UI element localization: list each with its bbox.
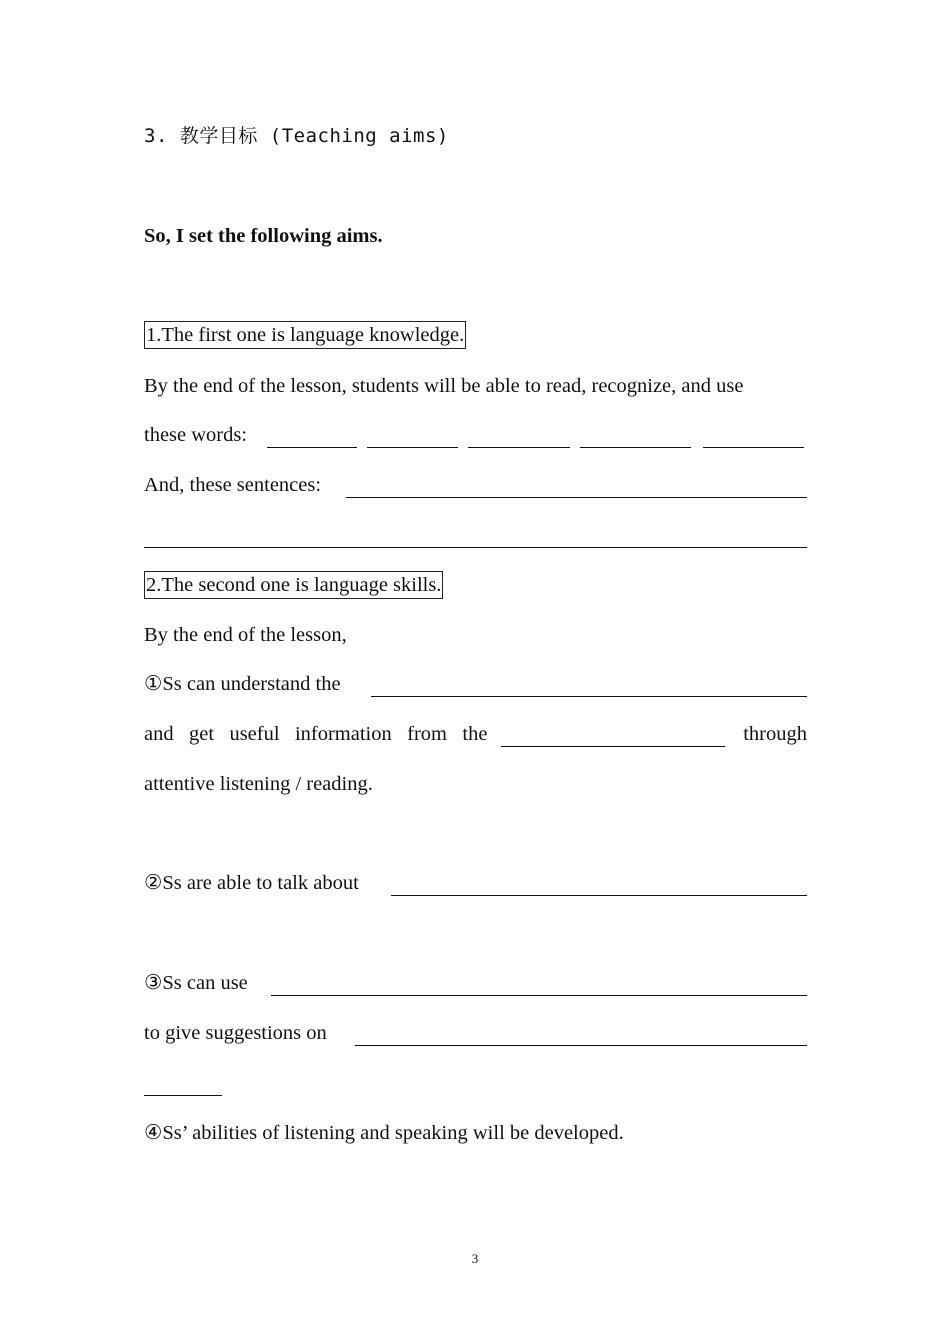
word-blank-1[interactable] (267, 447, 357, 448)
can-use-blank[interactable] (271, 995, 807, 996)
aim2-title: 2.The second one is language skills. (144, 571, 443, 599)
sentence-blank-1[interactable] (346, 497, 807, 498)
sentence-blank-2[interactable] (144, 547, 807, 548)
aim2-item1-a: ①Ss can understand the (144, 673, 341, 695)
aim1-line1: By the end of the lesson, students will be able to read, recognize, and use (144, 375, 744, 397)
section-heading: 3. 教学目标 (Teaching aims) (144, 125, 449, 147)
suggestions-blank-1[interactable] (355, 1045, 807, 1046)
aim2-item3-a: ③Ss can use (144, 972, 248, 994)
word-get: get (189, 723, 215, 745)
aim2-intro: By the end of the lesson, (144, 624, 347, 646)
word-the: the (462, 723, 488, 745)
aim2-item2: ②Ss are able to talk about (144, 872, 359, 894)
aim1-sentences-label: And, these sentences: (144, 474, 322, 496)
word-useful: useful (229, 723, 280, 745)
aim2-title-wrapper (144, 571, 807, 599)
suggestions-blank-2[interactable] (144, 1095, 222, 1096)
word-information: information (294, 723, 392, 745)
aim2-item1-c: attentive listening / reading. (144, 773, 373, 795)
word-and: and (144, 723, 174, 745)
word-blank-2[interactable] (367, 447, 458, 448)
understand-blank[interactable] (371, 696, 807, 697)
information-blank[interactable] (501, 746, 725, 747)
word-through: through (743, 723, 807, 745)
page-number: 3 (471, 1251, 479, 1266)
intro-text: So, I set the following aims. (144, 225, 383, 247)
talk-about-blank[interactable] (391, 895, 807, 896)
word-blank-3[interactable] (468, 447, 570, 448)
aim2-item4: ④Ss’ abilities of listening and speaking will be developed. (144, 1122, 624, 1144)
aim1-title-wrapper (144, 321, 807, 349)
word-from: from (407, 723, 447, 745)
word-blank-5[interactable] (703, 447, 804, 448)
aim1-title: 1.The first one is language knowledge. (144, 321, 466, 349)
word-blank-4[interactable] (580, 447, 691, 448)
aim2-item1-b (144, 720, 807, 748)
aim1-words-label: these words: (144, 424, 248, 446)
aim2-item3-b: to give suggestions on (144, 1022, 327, 1044)
